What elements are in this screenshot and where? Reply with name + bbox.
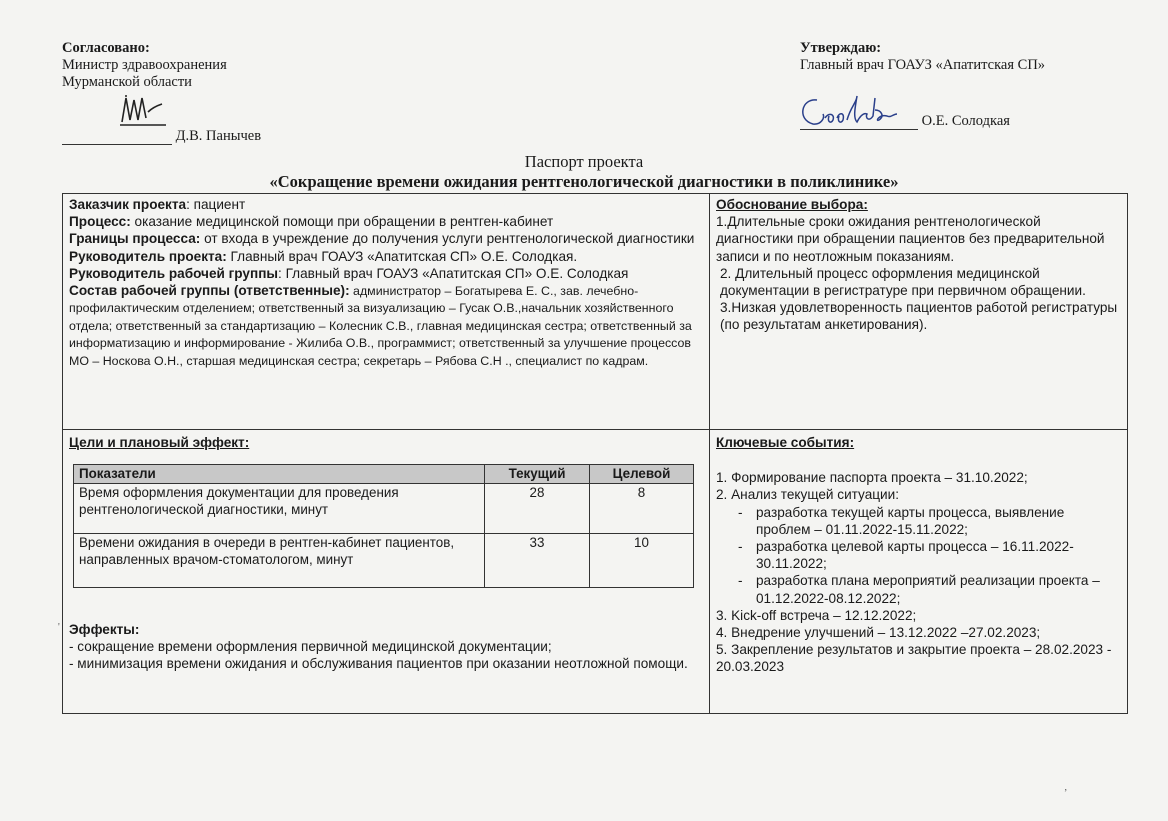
event-subitem: - разработка плана мероприятий реализации проекта – 01.12.2022-08.12.2022; [716,572,1121,606]
team-label: Состав рабочей группы (ответственные): [69,283,350,299]
col-header-target: Целевой [590,465,694,484]
approved-signature-line [800,113,1010,130]
approved-line-1: Главный врач ГОАУЗ «Апатитская СП» [800,57,1046,73]
team-value: администратор – Богатырева Е. С., зав. лечебно-профилактическим отделением; ответственный за визуализацию – Гусак О.В.,начальник хозяйственного отдела; ответственный за стандартизацию – Колесник С.В., главная медицинская сестра; ответственный за информатизацию и информирование - Жилиба О.В., программист; ответственный за улучшение процессов МО – Носкова О.Н., старшая медицинская сестра; секретарь – Рябова С.Н ., специалист по кадрам. [69,284,692,368]
project-info-cell [63,194,710,430]
group-head-value: : Главный врач ГОАУЗ «Апатитская СП» О.Е. Солодкая [278,265,629,281]
table-row [74,534,694,588]
scan-mark: ' [58,622,60,633]
event-item-4: 4. Внедрение улучшений – 13.12.2022 –27.02.2023; [716,625,1041,641]
customer-label: Заказчик проекта [69,197,187,212]
effects-block [69,621,703,673]
event-item-2: 2. Анализ текущей ситуации: [716,487,899,503]
effect-item-1: - сокращение времени оформления первичной медицинской документации; [69,639,552,655]
metric-target: 10 [590,534,694,588]
bounds-label: Границы процесса: [69,231,201,247]
approval-label: Согласовано: [62,40,150,56]
effects-title: Эффекты: [69,622,140,637]
process-value: оказание медицинской помощи при обращении в рентген-кабинет [130,214,554,230]
signature-left [118,92,170,128]
goals-cell [63,430,710,713]
project-head-label: Руководитель проекта: [69,248,227,264]
document-title [0,152,1168,192]
scan-mark: ‚ [1064,782,1068,793]
approval-line-1: Министр здравоохранения [62,57,227,73]
group-head-label: Руководитель рабочей группы [69,265,279,281]
metrics-header-row [74,465,694,484]
metrics-table [73,464,694,588]
event-subitem: - разработка целевой карты процесса – 16.11.2022-30.11.2022; [716,538,1121,572]
bounds-value: от входа в учреждение до получения услуги рентгенологической диагностики [200,231,695,247]
approval-signer: Д.В. Панычев [175,128,262,144]
rationale-item-2: 2. Длительный процесс оформления медицинской документации в регистратуре при первичном обращении. [720,265,1086,299]
event-item-3: 3. Kick-off встреча – 12.12.2022; [716,607,917,623]
project-head-value: Главный врач ГОАУЗ «Апатитская СП» О.Е. Солодкая. [226,248,578,264]
approval-block [62,40,227,91]
col-header-indicator: Показатели [74,465,485,484]
rationale-title: Обоснование выбора: [716,197,868,212]
title-line-1: Паспорт проекта [524,152,644,171]
table-row [74,484,694,534]
metric-name: Время оформления документации для проведения рентгенологической диагностики, минут [74,484,485,534]
process-label: Процесс: [69,214,131,230]
event-item-5: 5. Закрепление результатов и закрытие проекта – 28.02.2023 - 20.03.2023 [716,642,1112,675]
goals-title: Цели и плановый эффект: [69,435,250,450]
approved-block [800,40,1045,74]
metric-current: 28 [485,484,590,534]
approved-signer: О.Е. Солодкая [921,113,1010,129]
effect-item-2: - минимизация времени ожидания и обслуживания пациентов при оказании неотложной помощи. [69,656,688,672]
metric-name: Времени ожидания в очереди в рентген-кабинет пациентов, направленных врачом-стоматологом, минут [74,534,485,588]
event-subitem: - разработка текущей карты процесса, выявление проблем – 01.11.2022-15.11.2022; [716,504,1121,538]
approved-label: Утверждаю: [800,40,882,56]
rationale-item-1: 1.Длительные сроки ожидания рентгенологической диагностики при обращении пациентов без предварительной записи и по неотложным показаниям. [716,214,1105,264]
events-title: Ключевые события: [716,435,855,450]
rationale-item-3: 3.Низкая удовлетворенность пациентов работой регистратуры (по результатам анкетирования). [720,300,1118,333]
col-header-current: Текущий [485,465,590,484]
metric-current: 33 [485,534,590,588]
events-cell [710,430,1127,713]
rationale-cell [710,194,1127,430]
title-line-2: «Сокращение времени ожидания рентгенологической диагностики в поликлинике» [269,172,899,191]
approval-line-2: Мурманской области [62,74,192,90]
passport-grid [62,193,1128,714]
approval-signature-line [62,128,261,145]
event-item-1: 1. Формирование паспорта проекта – 31.10.2022; [716,470,1028,486]
metric-target: 8 [590,484,694,534]
customer-value: : пациент [186,197,246,212]
